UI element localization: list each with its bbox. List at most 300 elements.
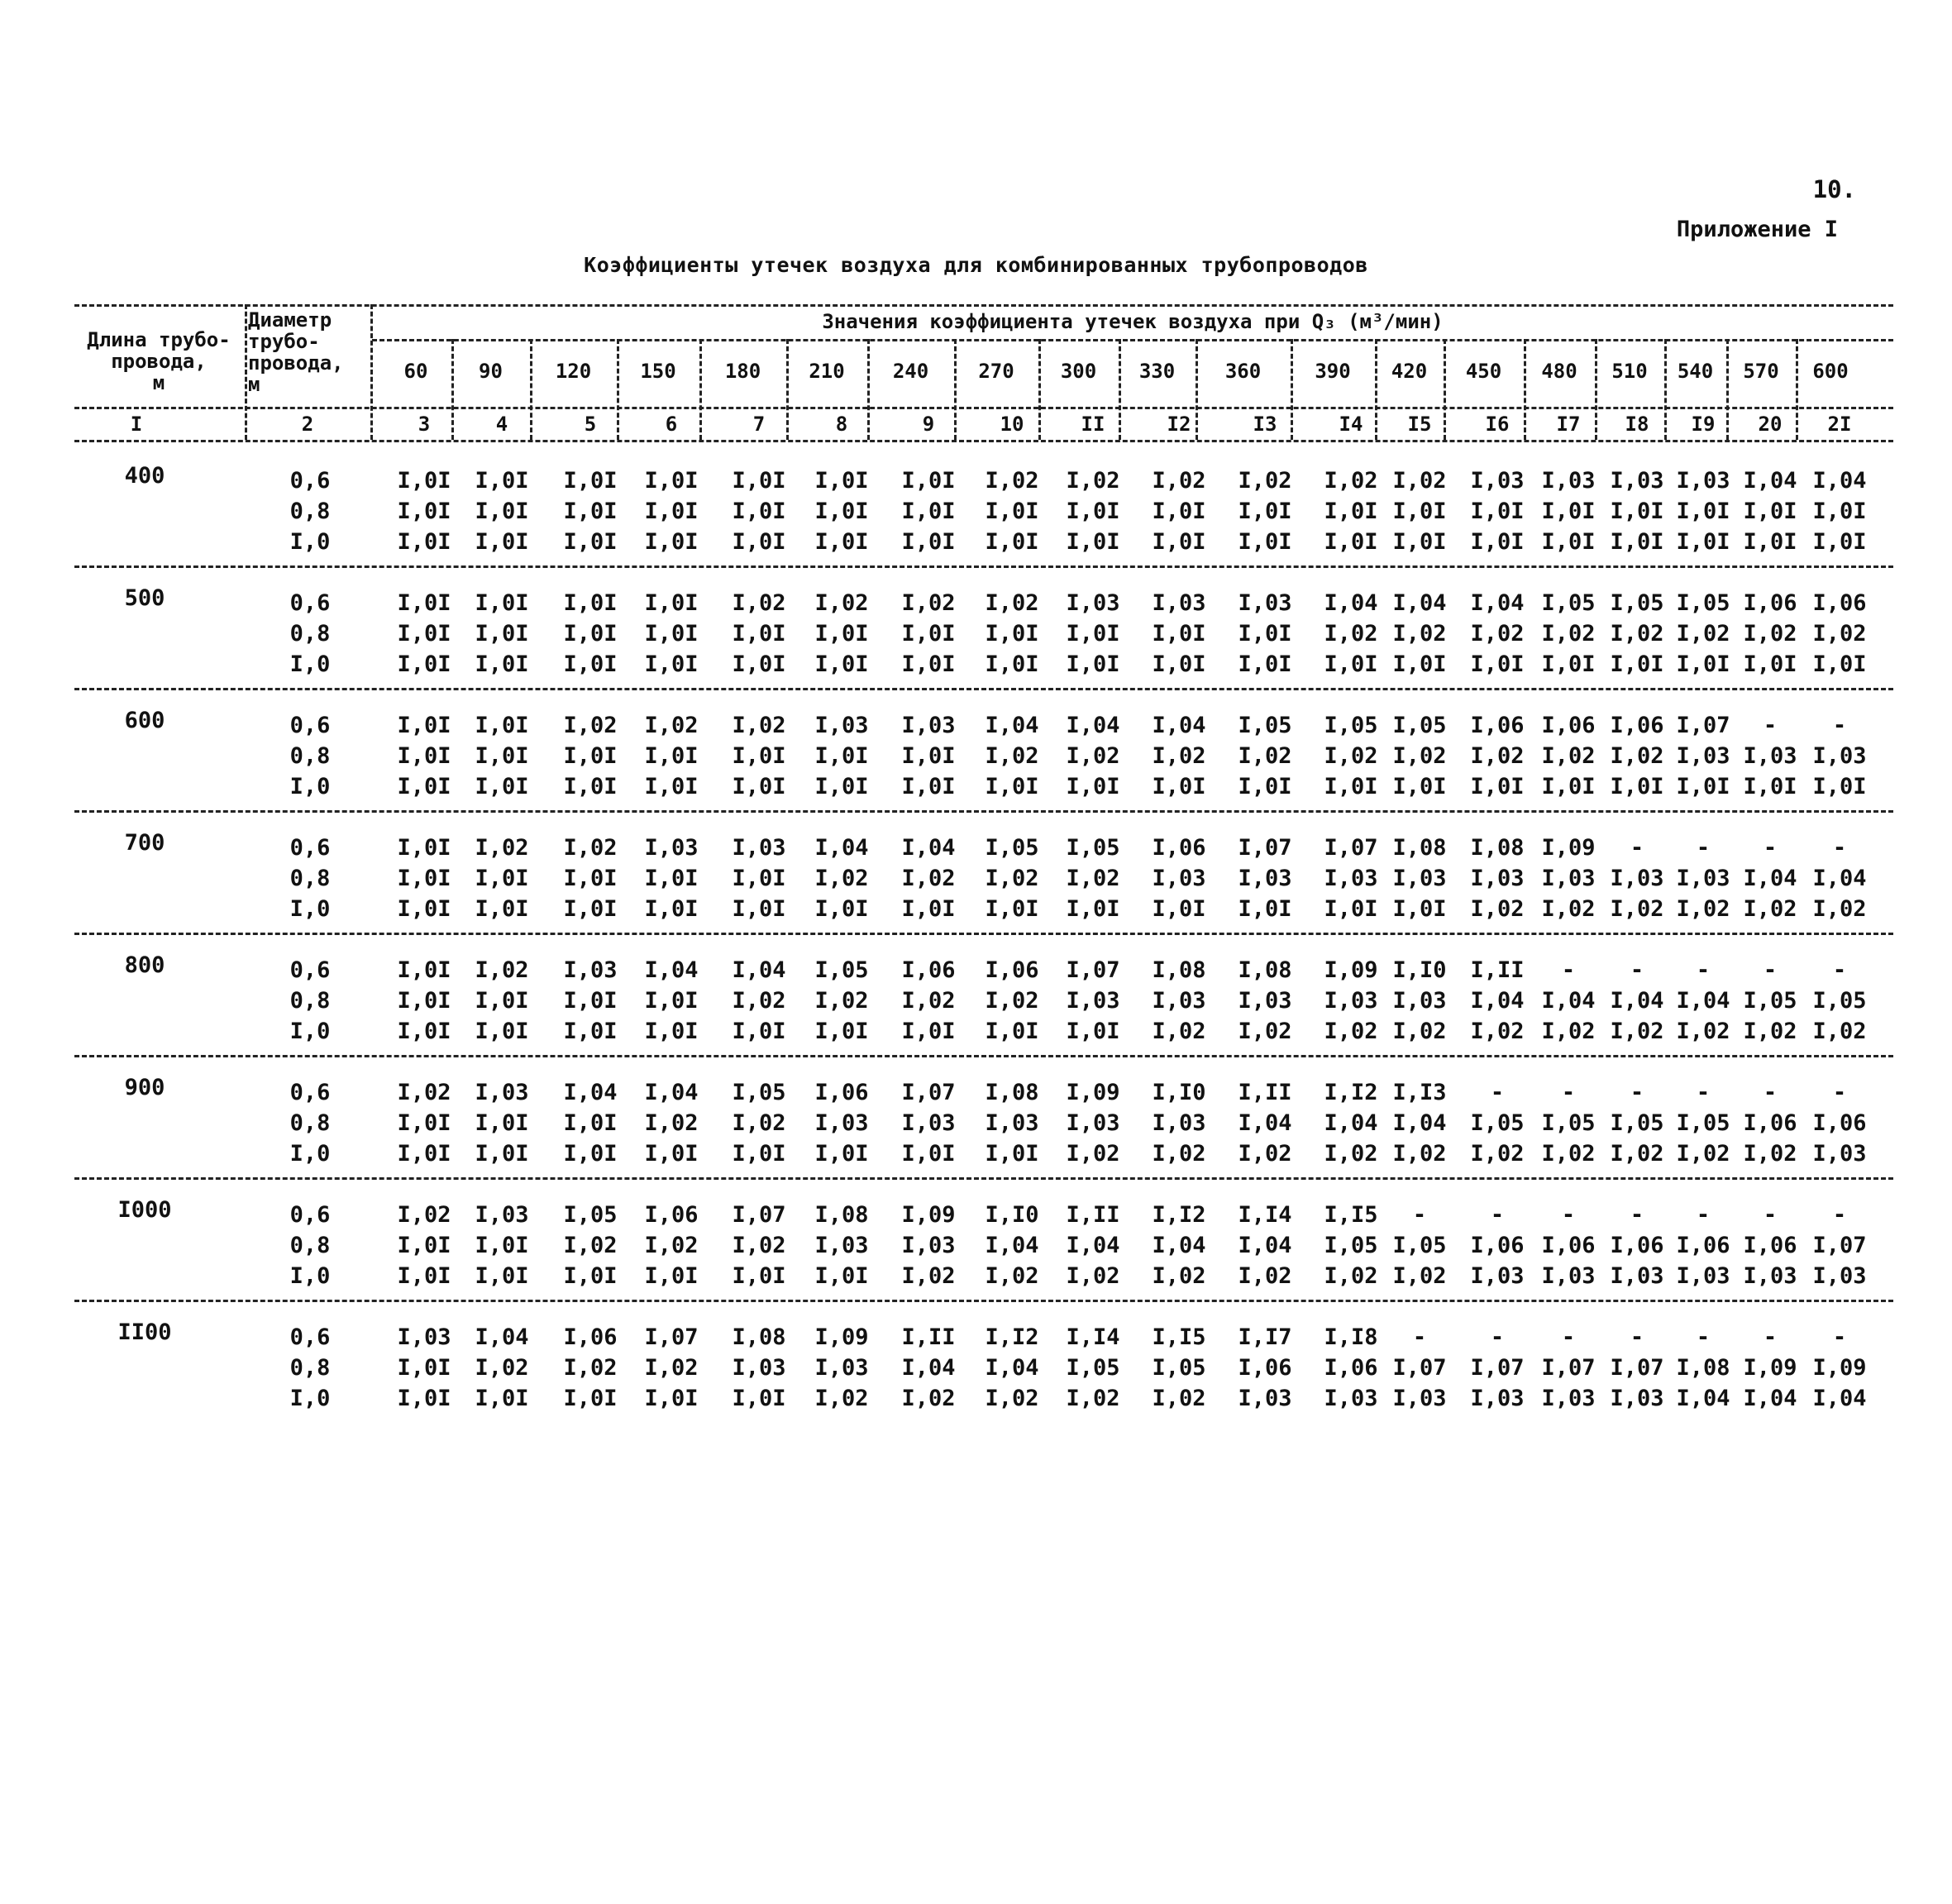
- coef-cell: I,02: [1470, 1019, 1525, 1044]
- coef-cell: I,0I: [732, 468, 786, 494]
- coef-cell: I,0I: [732, 1386, 786, 1411]
- coef-cell: I,02: [644, 1233, 699, 1258]
- coef-cell: I,04: [1676, 988, 1730, 1014]
- coef-cell: I,08: [814, 1202, 869, 1228]
- coef-cell: I,03: [814, 1355, 869, 1381]
- coef-cell: I,05: [1324, 713, 1378, 738]
- coef-cell: I,02: [1324, 743, 1378, 769]
- coef-cell: I,0I: [475, 590, 529, 616]
- coef-cell: I,02: [985, 988, 1039, 1014]
- coef-cell: I,0I: [397, 468, 451, 494]
- coef-cell: I,0I: [985, 1141, 1039, 1167]
- coef-cell: I,0I: [1324, 774, 1378, 799]
- table-title: Коэффициенты утечек воздуха для комбинированных трубопроводов: [584, 253, 1368, 277]
- row-diameter: 0,8: [289, 1110, 331, 1136]
- coef-cell: I,0I: [1610, 499, 1664, 524]
- header-diameter: Диаметр трубо- провода, м: [248, 308, 344, 396]
- coef-cell: I,0I: [563, 1386, 618, 1411]
- coef-cell: I,06: [985, 957, 1039, 983]
- coef-cell: I,03: [1392, 1386, 1447, 1411]
- coef-cell: I,04: [1470, 988, 1525, 1014]
- coef-cell: I,0I: [732, 866, 786, 891]
- coef-cell: I,06: [1812, 1110, 1867, 1136]
- coef-cell: I,06: [1743, 1233, 1797, 1258]
- coef-cell: I,0I: [644, 743, 699, 769]
- coef-cell: I,02: [1812, 621, 1867, 647]
- coef-cell: I,02: [1066, 1263, 1120, 1289]
- coef-cell: I,0I: [732, 621, 786, 647]
- coef-cell: I,0I: [475, 713, 529, 738]
- coef-cell: -: [1763, 1202, 1778, 1228]
- coef-cell: I,02: [1610, 1019, 1664, 1044]
- coef-cell: I,03: [1066, 1110, 1120, 1136]
- coef-cell: I,02: [1152, 1386, 1206, 1411]
- coef-cell: I,0I: [1066, 529, 1120, 555]
- coef-cell: I,02: [985, 743, 1039, 769]
- coef-cell: I,0I: [1152, 651, 1206, 677]
- coef-cell: I,06: [1324, 1355, 1378, 1381]
- coef-cell: I,09: [1743, 1355, 1797, 1381]
- coef-cell: I,0I: [1238, 774, 1292, 799]
- header-rule-bottom: [74, 440, 1893, 442]
- coef-cell: I,02: [1743, 896, 1797, 922]
- coef-cell: I,02: [1152, 1019, 1206, 1044]
- coef-cell: I,0I: [901, 774, 956, 799]
- coef-cell: I,05: [1392, 1233, 1447, 1258]
- coef-cell: I,02: [1392, 1263, 1447, 1289]
- column-number: 2: [301, 413, 314, 436]
- coef-cell: I,0I: [1066, 621, 1120, 647]
- row-length: I000: [117, 1197, 172, 1223]
- group-separator: [74, 565, 1893, 568]
- coef-cell: I,I0: [985, 1202, 1039, 1228]
- coef-cell: I,02: [1324, 468, 1378, 494]
- coef-cell: I,02: [397, 1202, 451, 1228]
- coef-cell: I,0I: [732, 1141, 786, 1167]
- coef-cell: I,08: [1470, 835, 1525, 861]
- coef-cell: I,0I: [563, 468, 618, 494]
- coef-cell: I,02: [1743, 1019, 1797, 1044]
- row-diameter: I,0: [289, 1141, 331, 1167]
- coef-cell: I,0I: [1541, 774, 1596, 799]
- coef-cell: I,05: [985, 835, 1039, 861]
- coef-cell: I,09: [814, 1324, 869, 1350]
- coef-cell: I,0I: [397, 1263, 451, 1289]
- coef-cell: I,0I: [1676, 499, 1730, 524]
- coef-cell: I,03: [1812, 1263, 1867, 1289]
- coef-cell: I,02: [1392, 621, 1447, 647]
- coef-cell: I,0I: [644, 1019, 699, 1044]
- coef-cell: I,0I: [814, 896, 869, 922]
- coef-cell: I,02: [475, 957, 529, 983]
- coef-cell: I,02: [1066, 1141, 1120, 1167]
- coef-cell: I,06: [901, 957, 956, 983]
- coef-cell: I,03: [1066, 988, 1120, 1014]
- coef-cell: I,I2: [985, 1324, 1039, 1350]
- coef-cell: I,04: [1812, 1386, 1867, 1411]
- coef-cell: I,0I: [1470, 651, 1525, 677]
- coef-cell: I,05: [1541, 1110, 1596, 1136]
- coef-cell: -: [1561, 1080, 1576, 1105]
- coef-cell: I,07: [1610, 1355, 1664, 1381]
- header-flow: 210: [809, 360, 845, 383]
- coef-cell: I,04: [1470, 590, 1525, 616]
- coef-cell: I,03: [1812, 743, 1867, 769]
- coef-cell: I,0I: [985, 651, 1039, 677]
- coef-cell: I,0I: [397, 1110, 451, 1136]
- coef-cell: I,0I: [814, 1263, 869, 1289]
- coef-cell: I,05: [1238, 713, 1292, 738]
- column-number: 4: [495, 413, 508, 436]
- coef-cell: I,I4: [1238, 1202, 1292, 1228]
- coef-cell: I,03: [1470, 866, 1525, 891]
- coef-cell: I,04: [644, 1080, 699, 1105]
- coef-cell: I,03: [563, 957, 618, 983]
- group-separator: [74, 810, 1893, 813]
- coef-cell: I,I0: [1152, 1080, 1206, 1105]
- coef-cell: I,0I: [397, 835, 451, 861]
- coef-cell: I,0I: [563, 621, 618, 647]
- coef-cell: I,07: [1541, 1355, 1596, 1381]
- column-number: I5: [1407, 413, 1432, 436]
- header-flow: 300: [1060, 360, 1097, 383]
- coef-cell: I,0I: [814, 651, 869, 677]
- row-diameter: 0,6: [289, 468, 331, 494]
- coef-cell: I,02: [985, 590, 1039, 616]
- row-length: 400: [124, 463, 165, 489]
- coef-cell: I,I4: [1066, 1324, 1120, 1350]
- coef-cell: I,0I: [475, 1019, 529, 1044]
- coef-cell: I,0I: [901, 468, 956, 494]
- coef-cell: I,03: [1392, 988, 1447, 1014]
- coef-cell: I,08: [1676, 1355, 1730, 1381]
- coef-cell: I,02: [475, 1355, 529, 1381]
- coef-cell: I,0I: [1610, 529, 1664, 555]
- coef-cell: I,0I: [397, 651, 451, 677]
- column-number: 6: [665, 413, 678, 436]
- header-flow: 150: [640, 360, 676, 383]
- coef-cell: I,03: [814, 1110, 869, 1136]
- coef-cell: I,0I: [1152, 499, 1206, 524]
- coef-cell: I,04: [1676, 1386, 1730, 1411]
- coef-cell: I,0I: [397, 988, 451, 1014]
- coef-cell: I,04: [1152, 1233, 1206, 1258]
- coef-cell: I,0I: [1812, 529, 1867, 555]
- coef-cell: I,02: [563, 835, 618, 861]
- coef-cell: I,05: [1610, 590, 1664, 616]
- coef-cell: I,06: [1470, 1233, 1525, 1258]
- coef-cell: I,0I: [1743, 499, 1797, 524]
- coef-cell: I,02: [1066, 468, 1120, 494]
- coef-cell: I,02: [1238, 1263, 1292, 1289]
- coef-cell: I,0I: [475, 866, 529, 891]
- coef-cell: I,0I: [475, 651, 529, 677]
- coef-cell: I,0I: [814, 621, 869, 647]
- coef-cell: I,0I: [475, 896, 529, 922]
- coef-cell: I,08: [732, 1324, 786, 1350]
- col-separator: [245, 304, 247, 440]
- coef-cell: I,0I: [732, 774, 786, 799]
- coef-cell: I,03: [814, 1233, 869, 1258]
- coef-cell: I,I5: [1152, 1324, 1206, 1350]
- coef-cell: I,0I: [475, 1141, 529, 1167]
- coef-cell: -: [1490, 1324, 1505, 1350]
- coef-cell: I,02: [985, 1263, 1039, 1289]
- coef-cell: I,04: [1610, 988, 1664, 1014]
- coef-cell: I,02: [814, 988, 869, 1014]
- group-separator: [74, 1055, 1893, 1057]
- coef-cell: I,0I: [1238, 896, 1292, 922]
- coef-cell: I,0I: [397, 774, 451, 799]
- coef-cell: I,03: [1238, 988, 1292, 1014]
- coef-cell: I,02: [1152, 468, 1206, 494]
- coef-cell: I,03: [1610, 468, 1664, 494]
- coef-cell: I,03: [475, 1202, 529, 1228]
- coef-cell: -: [1561, 957, 1576, 983]
- coef-cell: I,06: [644, 1202, 699, 1228]
- coef-cell: I,0I: [1470, 774, 1525, 799]
- coef-cell: I,0I: [563, 988, 618, 1014]
- row-diameter: I,0: [289, 1019, 331, 1044]
- coef-cell: I,0I: [397, 499, 451, 524]
- header-flow: 270: [978, 360, 1014, 383]
- coef-cell: I,03: [1392, 866, 1447, 891]
- coef-cell: I,0I: [732, 651, 786, 677]
- coef-cell: I,02: [1238, 1019, 1292, 1044]
- coef-cell: -: [1763, 713, 1778, 738]
- coef-cell: I,06: [1152, 835, 1206, 861]
- coef-cell: I,07: [732, 1202, 786, 1228]
- coef-cell: I,0I: [644, 1386, 699, 1411]
- coef-cell: I,03: [1676, 468, 1730, 494]
- coef-cell: -: [1763, 1080, 1778, 1105]
- coef-cell: I,02: [901, 988, 956, 1014]
- coef-cell: I,02: [1812, 896, 1867, 922]
- coef-cell: I,03: [1541, 1386, 1596, 1411]
- coef-cell: I,0I: [985, 1019, 1039, 1044]
- coef-cell: I,I8: [1324, 1324, 1378, 1350]
- coef-cell: I,05: [1152, 1355, 1206, 1381]
- coef-cell: I,0I: [1541, 651, 1596, 677]
- coef-cell: I,0I: [732, 1263, 786, 1289]
- coef-cell: I,I5: [1324, 1202, 1378, 1228]
- coef-cell: -: [1696, 1324, 1711, 1350]
- coef-cell: I,03: [1324, 866, 1378, 891]
- coef-cell: -: [1832, 957, 1847, 983]
- coef-cell: I,08: [1152, 957, 1206, 983]
- coef-cell: I,03: [1812, 1141, 1867, 1167]
- coef-cell: I,02: [1238, 468, 1292, 494]
- coef-cell: I,02: [1152, 1263, 1206, 1289]
- coef-cell: I,0I: [1152, 621, 1206, 647]
- coef-cell: I,02: [901, 590, 956, 616]
- header-flow: 570: [1743, 360, 1779, 383]
- column-number: I6: [1485, 413, 1510, 436]
- coef-cell: I,0I: [814, 468, 869, 494]
- coef-cell: I,06: [563, 1324, 618, 1350]
- coef-cell: I,02: [397, 1080, 451, 1105]
- coef-cell: I,0I: [814, 743, 869, 769]
- coef-cell: I,0I: [475, 621, 529, 647]
- coef-cell: I,03: [901, 1233, 956, 1258]
- coef-cell: I,03: [1676, 866, 1730, 891]
- coef-cell: I,0I: [644, 866, 699, 891]
- coef-cell: I,02: [1541, 1019, 1596, 1044]
- coef-cell: I,06: [1743, 1110, 1797, 1136]
- coef-cell: I,I7: [1238, 1324, 1292, 1350]
- header-flow: 120: [555, 360, 592, 383]
- header-rule-mid: [74, 407, 1893, 409]
- coef-cell: I,02: [644, 1110, 699, 1136]
- coef-cell: I,0I: [397, 866, 451, 891]
- coef-cell: I,08: [1238, 957, 1292, 983]
- row-length: 700: [124, 830, 165, 856]
- coef-cell: I,0I: [732, 499, 786, 524]
- row-diameter: 0,6: [289, 1202, 331, 1228]
- coef-cell: I,0I: [1152, 529, 1206, 555]
- coef-cell: I,0I: [985, 529, 1039, 555]
- header-flow: 330: [1138, 360, 1176, 383]
- coef-cell: I,03: [1238, 590, 1292, 616]
- coef-cell: I,05: [1743, 988, 1797, 1014]
- coef-cell: -: [1630, 1202, 1644, 1228]
- coef-cell: I,0I: [814, 499, 869, 524]
- coef-cell: I,04: [563, 1080, 618, 1105]
- column-number: I4: [1339, 413, 1363, 436]
- group-separator: [74, 1300, 1893, 1302]
- coef-cell: I,0I: [563, 1110, 618, 1136]
- column-number: 7: [752, 413, 766, 436]
- coef-cell: I,03: [1676, 743, 1730, 769]
- coef-cell: I,03: [1152, 1110, 1206, 1136]
- coef-cell: I,0I: [901, 621, 956, 647]
- coef-cell: I,0I: [985, 896, 1039, 922]
- row-diameter: I,0: [289, 774, 331, 799]
- coef-cell: I,0I: [1470, 499, 1525, 524]
- coef-cell: I,04: [1392, 590, 1447, 616]
- coef-cell: I,06: [1676, 1233, 1730, 1258]
- page-number: 10.: [1812, 175, 1856, 203]
- row-diameter: 0,6: [289, 1080, 331, 1105]
- coef-cell: -: [1832, 713, 1847, 738]
- coef-cell: I,0I: [1238, 529, 1292, 555]
- coef-cell: -: [1763, 1324, 1778, 1350]
- coef-cell: I,0I: [475, 499, 529, 524]
- coef-cell: I,0I: [644, 774, 699, 799]
- coef-cell: I,07: [1470, 1355, 1525, 1381]
- row-diameter: I,0: [289, 529, 331, 555]
- header-flow: 360: [1224, 360, 1262, 383]
- coef-cell: I,03: [1470, 1386, 1525, 1411]
- coef-cell: I,0I: [563, 743, 618, 769]
- coef-cell: I,0I: [563, 896, 618, 922]
- coef-cell: I,02: [563, 1355, 618, 1381]
- coef-cell: I,0I: [1238, 499, 1292, 524]
- coef-cell: I,II: [1238, 1080, 1292, 1105]
- coef-cell: I,02: [644, 1355, 699, 1381]
- coef-cell: I,02: [985, 1386, 1039, 1411]
- coef-cell: I,03: [1152, 988, 1206, 1014]
- coef-cell: I,0I: [563, 590, 618, 616]
- coef-cell: I,0I: [814, 1019, 869, 1044]
- coef-cell: I,09: [1324, 957, 1378, 983]
- coef-cell: I,02: [1812, 1019, 1867, 1044]
- coef-cell: I,0I: [1610, 651, 1664, 677]
- coef-cell: I,05: [563, 1202, 618, 1228]
- coef-cell: I,06: [1470, 713, 1525, 738]
- row-diameter: I,0: [289, 1263, 331, 1289]
- coef-cell: I,06: [1541, 1233, 1596, 1258]
- coef-cell: I,04: [814, 835, 869, 861]
- coef-cell: I,03: [814, 713, 869, 738]
- coef-cell: I,02: [1392, 1019, 1447, 1044]
- row-diameter: 0,8: [289, 1355, 331, 1381]
- coef-cell: I,03: [1066, 590, 1120, 616]
- coef-cell: I,05: [1066, 835, 1120, 861]
- coef-cell: I,04: [475, 1324, 529, 1350]
- header-flow: 510: [1611, 360, 1648, 383]
- coef-cell: I,II: [1470, 957, 1525, 983]
- coef-cell: I,05: [1392, 713, 1447, 738]
- coef-cell: I,08: [985, 1080, 1039, 1105]
- coef-cell: I,04: [644, 957, 699, 983]
- coef-cell: -: [1696, 1080, 1711, 1105]
- coef-cell: I,02: [1610, 743, 1664, 769]
- coef-cell: I,02: [985, 468, 1039, 494]
- coef-cell: I,05: [1676, 590, 1730, 616]
- coef-cell: I,02: [1392, 743, 1447, 769]
- coef-cell: I,02: [732, 713, 786, 738]
- coef-cell: -: [1832, 1080, 1847, 1105]
- coef-cell: I,0I: [644, 988, 699, 1014]
- coef-cell: I,0I: [475, 1233, 529, 1258]
- coef-cell: I,03: [1238, 1386, 1292, 1411]
- coef-cell: I,0I: [397, 621, 451, 647]
- coef-cell: -: [1630, 1080, 1644, 1105]
- coef-cell: -: [1832, 1324, 1847, 1350]
- coef-cell: I,02: [732, 988, 786, 1014]
- coef-cell: I,0I: [563, 866, 618, 891]
- coef-cell: -: [1696, 1202, 1711, 1228]
- column-number: 5: [584, 413, 597, 436]
- coef-cell: I,09: [1812, 1355, 1867, 1381]
- coef-cell: I,0I: [1066, 1019, 1120, 1044]
- coef-cell: I,0I: [1743, 529, 1797, 555]
- coef-cell: I,07: [901, 1080, 956, 1105]
- coef-cell: I,04: [1743, 468, 1797, 494]
- coef-cell: I,02: [563, 713, 618, 738]
- coef-cell: I,04: [985, 1355, 1039, 1381]
- coef-cell: I,0I: [901, 529, 956, 555]
- coef-cell: I,03: [1610, 1386, 1664, 1411]
- coef-cell: I,02: [814, 1386, 869, 1411]
- coef-cell: I,02: [814, 866, 869, 891]
- coef-cell: I,03: [901, 1110, 956, 1136]
- coef-cell: I,05: [1324, 1233, 1378, 1258]
- coef-cell: I,0I: [1066, 651, 1120, 677]
- column-number: I9: [1691, 413, 1716, 436]
- coef-cell: I,03: [644, 835, 699, 861]
- coef-cell: I,0I: [732, 1019, 786, 1044]
- header-flow: 90: [479, 360, 503, 383]
- coef-cell: I,02: [1152, 743, 1206, 769]
- coef-cell: I,02: [1066, 743, 1120, 769]
- coef-cell: I,0I: [644, 1141, 699, 1167]
- coef-cell: I,03: [1324, 1386, 1378, 1411]
- coef-cell: I,0I: [1066, 896, 1120, 922]
- header-flow: 180: [724, 360, 761, 383]
- coef-cell: I,0I: [563, 651, 618, 677]
